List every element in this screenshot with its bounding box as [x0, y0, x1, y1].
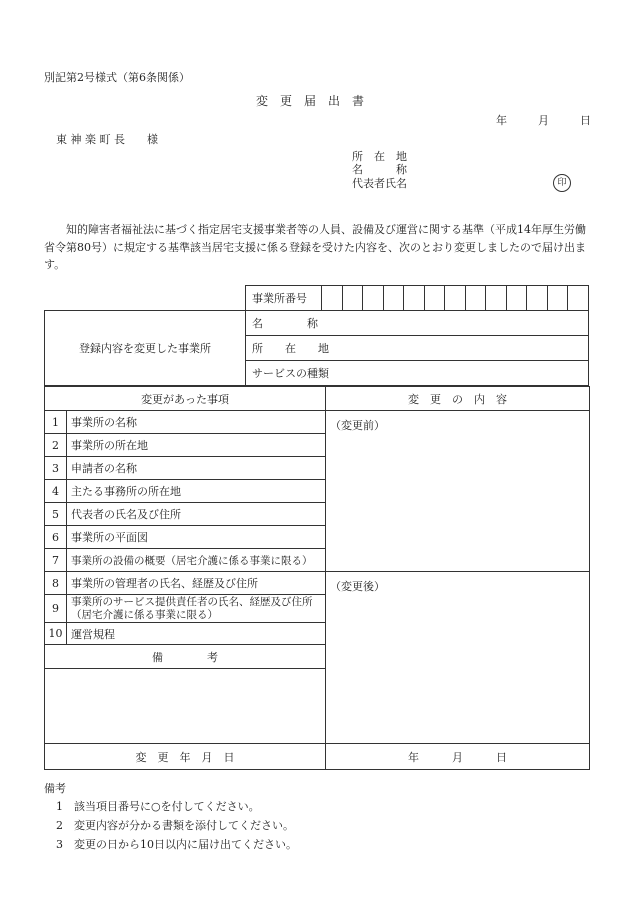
item-number[interactable]: 5	[45, 503, 67, 526]
item-number[interactable]: 10	[45, 623, 67, 645]
remarks-cell[interactable]	[45, 669, 326, 744]
applicant-name-label: 名 称	[352, 163, 407, 176]
item-number[interactable]: 1	[45, 411, 67, 434]
office-number-digit[interactable]	[424, 286, 445, 311]
office-number-digit[interactable]	[547, 286, 568, 311]
item-number[interactable]: 8	[45, 572, 67, 595]
item-label: 運営規程	[67, 623, 326, 645]
remarks-header: 備 考	[45, 645, 326, 669]
office-info-table	[44, 285, 589, 386]
office-address-label: 所 在 地	[252, 342, 329, 355]
service-type-label: サービスの種類	[252, 367, 329, 380]
office-name-label: 名 称	[252, 317, 318, 330]
office-number-digit[interactable]	[506, 286, 527, 311]
item-label: 事業所のサービス提供責任者の氏名、経歴及び住所（居宅介護に係る事業に限る）	[67, 595, 326, 623]
applicant-rep-label: 代表者氏名	[352, 177, 407, 190]
change-date-label: 変 更 年 月 日	[45, 744, 326, 770]
addressee: 東 神 楽 町 長 様	[56, 133, 158, 146]
item-number[interactable]: 3	[45, 457, 67, 480]
item-number[interactable]: 7	[45, 549, 67, 572]
item-label: 主たる事務所の所在地	[67, 480, 326, 503]
date-year-label: 年	[496, 114, 507, 127]
change-items-table	[44, 386, 590, 770]
after-change-label: （変更後）	[330, 580, 386, 593]
before-change-label: （変更前）	[330, 419, 386, 432]
notes-title: 備考	[44, 782, 66, 795]
item-label: 事業所の平面図	[67, 526, 326, 549]
note-item: 1 該当項目番号に○を付してください。	[56, 800, 260, 813]
item-label: 申請者の名称	[67, 457, 326, 480]
item-label: 事業所の名称	[67, 411, 326, 434]
item-number[interactable]: 2	[45, 434, 67, 457]
office-address-row[interactable]	[246, 336, 589, 361]
content-header: 変 更 の 内 容	[326, 387, 590, 411]
after-change-cell[interactable]	[326, 572, 590, 744]
date-line	[496, 112, 591, 128]
note-item: 2 変更内容が分かる書類を添付してください。	[56, 819, 294, 832]
office-name-row[interactable]	[246, 311, 589, 336]
before-change-cell[interactable]	[326, 411, 590, 572]
changed-office-label: 登録内容を変更した事業所	[45, 311, 246, 386]
office-number-digit[interactable]	[404, 286, 425, 311]
office-number-digit[interactable]	[465, 286, 486, 311]
change-date-value[interactable]: 年 月 日	[326, 744, 590, 770]
office-number-digit[interactable]	[568, 286, 589, 311]
document-title: 変 更 届 出 書	[256, 94, 365, 108]
office-number-digit[interactable]	[342, 286, 363, 311]
item-label: 事業所の所在地	[67, 434, 326, 457]
blank-cell	[45, 286, 246, 311]
office-number-digit[interactable]	[363, 286, 384, 311]
items-header: 変更があった事項	[45, 387, 326, 411]
office-number-label: 事業所番号	[246, 286, 322, 311]
seal-mark: 印	[553, 174, 571, 192]
note-item: 3 変更の日から10日以内に届け出てください。	[56, 838, 297, 851]
declaration-text: 知的障害者福祉法に基づく指定居宅支援事業者等の人員、設備及び運営に関する基準（平成14年厚生労働省令第80号）に規定する基準該当居宅支援に係る登録を受けた内容を、次のとおり変更しましたので届け出ます。	[44, 223, 586, 271]
form-reference: 別記第2号様式（第6条関係）	[44, 71, 190, 84]
item-number[interactable]: 6	[45, 526, 67, 549]
item-label: 代表者の氏名及び住所	[67, 503, 326, 526]
item-label: 事業所の設備の概要（居宅介護に係る事業に限る）	[67, 549, 326, 572]
office-number-digit[interactable]	[486, 286, 507, 311]
office-number-digit[interactable]	[527, 286, 548, 311]
office-number-digit[interactable]	[445, 286, 466, 311]
office-number-digit[interactable]	[322, 286, 343, 311]
item-label: 事業所の管理者の氏名、経歴及び住所	[67, 572, 326, 595]
date-month-label: 月	[538, 114, 549, 127]
service-type-row[interactable]	[246, 361, 589, 386]
item-number[interactable]: 9	[45, 595, 67, 623]
date-day-label: 日	[580, 114, 591, 127]
office-number-digit[interactable]	[383, 286, 404, 311]
item-number[interactable]: 4	[45, 480, 67, 503]
applicant-address-label: 所 在 地	[352, 150, 407, 163]
